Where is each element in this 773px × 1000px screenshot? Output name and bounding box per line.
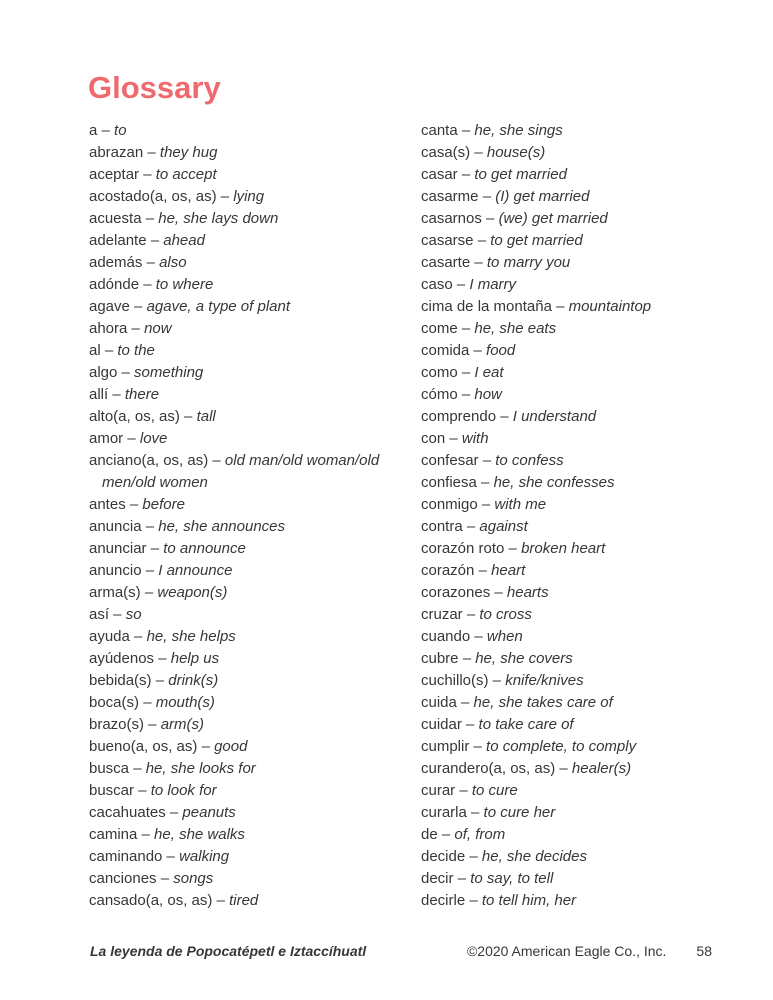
glossary-separator: – [551,298,569,315]
glossary-term: conmigo [421,496,478,513]
glossary-term: anuncia [89,518,142,535]
glossary-term: cuando [421,628,471,645]
glossary-separator: – [197,738,215,755]
glossary-separator: – [216,188,234,205]
glossary-definition: lying [233,188,265,205]
glossary-definition: of, from [454,826,506,843]
book-title: La leyenda de Popocatépetl e Iztaccíhuatl [90,943,367,959]
glossary-definition: to complete, to comply [486,738,637,755]
glossary-term: ayuda [89,628,130,645]
glossary-definition: tall [196,408,216,425]
glossary-definition: mountaintop [568,298,652,315]
glossary-separator: – [212,892,230,909]
glossary-entry [421,120,723,142]
glossary-separator: – [137,826,155,843]
glossary-separator: – [151,672,169,689]
glossary-entry [421,560,723,582]
glossary-definition: to tell him, her [481,892,577,909]
glossary-separator: – [470,254,487,271]
glossary-term: caminando [89,848,163,865]
glossary-separator: – [437,826,455,843]
glossary-term: algo [89,364,118,381]
glossary-separator: – [470,628,487,645]
glossary-separator: – [142,254,160,271]
glossary-term: cuida [421,694,457,711]
glossary-term: comida [421,342,470,359]
glossary-entry [89,780,411,802]
glossary-separator: – [154,650,171,667]
glossary-entry [89,890,411,912]
glossary-term: contra [421,518,463,535]
glossary-definition: to [114,122,127,139]
glossary-separator: – [455,782,472,799]
glossary-entry [89,846,411,868]
glossary-term: casarnos [421,210,482,227]
glossary-definition: (we) get married [498,210,608,227]
glossary-definition: with [461,430,489,447]
glossary-term: bebida(s) [89,672,152,689]
glossary-entry [421,318,723,340]
glossary-definition: now [144,320,172,337]
glossary-term: canta [421,122,458,139]
glossary-definition: I understand [512,408,597,425]
glossary-separator: – [453,870,471,887]
glossary-entry [421,208,723,230]
glossary-entry [421,384,723,406]
glossary-definition: agave, a type of plant [146,298,290,315]
glossary-definition: hearts [506,584,549,601]
glossary-term: antes [89,496,126,513]
glossary-separator: – [477,496,495,513]
glossary-separator: – [141,562,159,579]
glossary-entry [421,846,723,868]
glossary-definition: (I) get married [495,188,590,205]
glossary-separator: – [490,584,507,601]
glossary-entry [89,318,411,340]
glossary-separator: – [488,672,506,689]
glossary-term: alto(a, os, as) [89,408,180,425]
glossary-entry [421,736,723,758]
glossary-definition: against [479,518,528,535]
glossary-term: cuchillo(s) [421,672,489,689]
glossary-term: al [89,342,101,359]
glossary-entry [421,758,723,780]
glossary-term: come [421,320,458,337]
glossary-entry [421,780,723,802]
glossary-separator: – [473,232,491,249]
glossary-entry [421,472,723,494]
glossary-term: casar [421,166,458,183]
glossary-definition: he, she confesses [493,474,615,491]
glossary-entry [421,582,723,604]
glossary-entry [421,252,723,274]
glossary-entry [421,406,723,428]
glossary-separator: – [129,628,147,645]
glossary-separator: – [179,408,197,425]
glossary-separator: – [143,144,160,161]
glossary-entry [421,670,723,692]
glossary-entry [421,692,723,714]
glossary-term: adónde [89,276,140,293]
glossary-entry [89,626,411,648]
glossary-separator: – [457,386,475,403]
glossary-definition: peanuts [182,804,236,821]
glossary-term: corazón [421,562,475,579]
glossary-definition: mouth(s) [155,694,215,711]
glossary-definition: to get married [490,232,583,249]
glossary-term: cubre [421,650,459,667]
glossary-definition: good [214,738,248,755]
glossary-separator: – [496,408,513,425]
glossary-entry [89,692,411,714]
glossary-entry [421,230,723,252]
glossary-separator: – [474,562,492,579]
glossary-definition: arm(s) [160,716,205,733]
glossary-entry [421,340,723,362]
glossary-definition: to get married [474,166,567,183]
glossary-term: como [421,364,458,381]
glossary-separator: – [162,848,180,865]
glossary-definition: to say, to tell [470,870,554,887]
glossary-definition: I marry [469,276,517,293]
glossary-entry [421,274,723,296]
glossary-definition: he, she eats [474,320,557,337]
glossary-definition: to confess [495,452,564,469]
glossary-entry [421,538,723,560]
glossary-term: corazones [421,584,491,601]
glossary-separator: – [108,386,125,403]
glossary-separator: – [476,474,494,491]
glossary-entry [89,208,411,230]
glossary-term: aceptar [89,166,140,183]
glossary-entry [89,362,411,384]
glossary-term: bueno(a, os, as) [89,738,198,755]
glossary-term: busca [89,760,130,777]
glossary-definition: heart [491,562,526,579]
glossary-term: cima de la montaña [421,298,552,315]
glossary-definition: weapon(s) [157,584,228,601]
glossary-term: confesar [421,452,479,469]
glossary-definition: to take care of [478,716,574,733]
page-number: 58 [696,943,712,959]
glossary-separator: – [466,804,484,821]
glossary-term: corazón roto [421,540,505,557]
page-title: Glossary [88,70,221,105]
glossary-entry [89,824,411,846]
glossary-term: casarme [421,188,479,205]
glossary-separator: – [127,320,145,337]
glossary-entry [89,230,411,252]
glossary-term: curandero(a, os, as) [421,760,556,777]
glossary-separator: – [123,430,140,447]
glossary-definition: to cure her [483,804,556,821]
glossary-entry [421,604,723,626]
glossary-definition: to the [117,342,155,359]
glossary-entry [89,186,411,208]
glossary-separator: – [140,584,158,601]
footer-right [467,941,712,961]
glossary-term: casa(s) [421,144,471,161]
glossary-term: anunciar [89,540,147,557]
glossary-definition: also [159,254,187,271]
glossary-definition: to cross [479,606,532,623]
glossary-separator: – [478,452,496,469]
glossary-term: amor [89,430,124,447]
glossary-definition: he, she announces [158,518,286,535]
glossary-term: curarla [421,804,467,821]
glossary-separator: – [134,782,151,799]
page-footer [90,941,712,961]
glossary-separator: – [478,188,496,205]
glossary-entry [89,560,411,582]
glossary-definition: to cure [471,782,518,799]
glossary-entry [89,296,411,318]
glossary-term: anciano(a, os, as) [89,452,209,469]
glossary-separator: – [165,804,183,821]
glossary-entry [421,714,723,736]
glossary-entry [421,516,723,538]
glossary-term: cruzar [421,606,463,623]
glossary-term: cacahuates [89,804,166,821]
glossary-definition: to where [155,276,214,293]
glossary-separator: – [469,342,487,359]
glossary-entry [89,582,411,604]
glossary-separator: – [144,716,161,733]
glossary-entry [421,868,723,890]
glossary-separator: – [469,738,487,755]
glossary-term: cuidar [421,716,462,733]
glossary-term: ayúdenos [89,650,155,667]
glossary-term: brazo(s) [89,716,145,733]
glossary-term: buscar [89,782,135,799]
glossary-definition: I announce [158,562,233,579]
glossary-separator: – [457,364,475,381]
glossary-separator: – [129,298,147,315]
glossary-definition: old man/old woman/old men/old women [102,452,380,491]
glossary-separator: – [465,848,482,865]
glossary-entry [421,824,723,846]
glossary-definition: to announce [163,540,246,557]
glossary-definition: help us [170,650,220,667]
glossary-entry [421,142,723,164]
glossary-term: comprendo [421,408,497,425]
glossary-entry [89,538,411,560]
glossary-term: así [89,606,110,623]
glossary-entry [89,868,411,890]
glossary-definition: I eat [474,364,504,381]
glossary-entry [89,142,411,164]
glossary-definition: he, she takes care of [473,694,613,711]
glossary-entry [421,296,723,318]
glossary-column-left [89,120,411,912]
glossary-separator: – [452,276,470,293]
glossary-separator: – [139,276,156,293]
glossary-definition: house(s) [486,144,546,161]
glossary-definition: with me [494,496,547,513]
glossary-definition: drink(s) [168,672,219,689]
glossary-definition: he, she lays down [158,210,279,227]
glossary-entry [89,802,411,824]
copyright-text: ©2020 American Eagle Co., Inc. [466,943,667,959]
glossary-separator: – [117,364,135,381]
glossary-separator: – [555,760,572,777]
glossary-definition: he, she sings [474,122,563,139]
glossary-term: decirle [421,892,466,909]
glossary-entry [89,670,411,692]
glossary-term: adelante [89,232,147,249]
glossary-term: ahora [89,320,128,337]
glossary-entry [421,494,723,516]
glossary-entry [89,164,411,186]
glossary-separator: – [139,166,156,183]
glossary-entry [89,120,411,142]
glossary-term: arma(s) [89,584,141,601]
glossary-definition: tired [229,892,259,909]
glossary-entry [89,406,411,428]
glossary-entry [89,494,411,516]
glossary-term: cumplir [421,738,470,755]
glossary-definition: healer(s) [571,760,632,777]
glossary-entry [89,714,411,736]
glossary-entry [421,802,723,824]
glossary-definition: there [124,386,160,403]
glossary-term: confiesa [421,474,477,491]
glossary-separator: – [461,716,479,733]
glossary-term: acostado(a, os, as) [89,188,217,205]
glossary-definition: before [142,496,185,513]
glossary-definition: walking [179,848,230,865]
glossary-term: a [89,122,98,139]
glossary-term: casarte [421,254,471,271]
glossary-term: cansado(a, os, as) [89,892,213,909]
glossary-separator: – [139,694,156,711]
glossary-definition: when [486,628,523,645]
glossary-definition: something [134,364,204,381]
glossary-definition: broken heart [521,540,606,557]
glossary-term: agave [89,298,130,315]
glossary-separator: – [125,496,143,513]
glossary-separator: – [208,452,225,469]
glossary-definition: he, she covers [475,650,573,667]
glossary-separator: – [456,694,474,711]
glossary-separator: – [97,122,115,139]
glossary-definition: so [125,606,142,623]
glossary-term: abrazan [89,144,144,161]
glossary-entry [89,648,411,670]
glossary-separator: – [146,232,164,249]
glossary-entry [89,450,411,494]
glossary-separator: – [100,342,118,359]
glossary-definition: to marry you [486,254,571,271]
glossary-term: curar [421,782,456,799]
glossary-term: casarse [421,232,474,249]
glossary-definition: to accept [155,166,217,183]
glossary-separator: – [156,870,174,887]
glossary-definition: ahead [163,232,205,249]
glossary-definition: knife/knives [505,672,584,689]
glossary-term: con [421,430,446,447]
glossary-term: canciones [89,870,157,887]
glossary-term: allí [89,386,109,403]
glossary-entry [89,340,411,362]
glossary-separator: – [504,540,522,557]
glossary-separator: – [457,320,475,337]
glossary-separator: – [462,606,480,623]
glossary-separator: – [457,122,475,139]
glossary-column-right [421,120,723,912]
glossary-term: anuncio [89,562,142,579]
glossary-separator: – [462,518,480,535]
glossary-separator: – [146,540,164,557]
glossary-entry [421,362,723,384]
glossary-entry [421,626,723,648]
glossary-separator: – [458,650,476,667]
glossary-term: caso [421,276,453,293]
glossary-term: cómo [421,386,458,403]
glossary-term: acuesta [89,210,142,227]
glossary-separator: – [481,210,499,227]
glossary-entry [89,736,411,758]
glossary-entry [421,450,723,472]
glossary-separator: – [109,606,126,623]
glossary-entry [421,648,723,670]
glossary-entry [89,384,411,406]
glossary-term: de [421,826,438,843]
glossary-entry [421,186,723,208]
glossary-separator: – [445,430,462,447]
glossary-separator: – [470,144,487,161]
glossary-definition: songs [173,870,214,887]
glossary-term: boca(s) [89,694,140,711]
glossary-definition: he, she helps [146,628,236,645]
glossary-definition: he, she looks for [145,760,256,777]
glossary-definition: food [486,342,516,359]
glossary-definition: he, she decides [481,848,587,865]
glossary-definition: love [139,430,168,447]
glossary-entry [89,758,411,780]
glossary-definition: to look for [150,782,217,799]
glossary-separator: – [141,518,159,535]
glossary-term: decir [421,870,454,887]
glossary-definition: they hug [159,144,218,161]
glossary-entry [89,274,411,296]
glossary-separator: – [129,760,146,777]
glossary-entry [89,516,411,538]
glossary-entry [89,428,411,450]
glossary-separator: – [457,166,475,183]
glossary-entry [89,252,411,274]
glossary-definition: he, she walks [154,826,245,843]
glossary-term: además [89,254,143,271]
glossary-entry [421,890,723,912]
glossary-separator: – [465,892,482,909]
glossary-entry [89,604,411,626]
glossary-entry [421,428,723,450]
glossary-term: decide [421,848,466,865]
glossary-term: camina [89,826,138,843]
glossary-entry [421,164,723,186]
glossary-definition: how [474,386,502,403]
glossary-separator: – [141,210,159,227]
